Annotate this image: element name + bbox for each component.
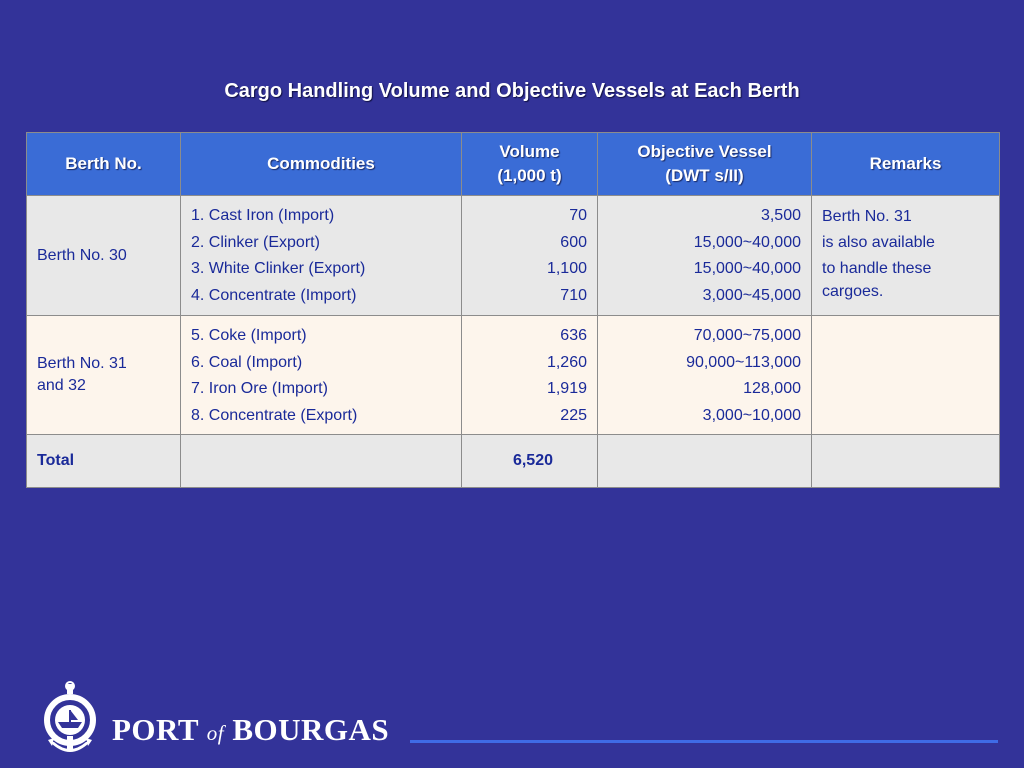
cargo-table bbox=[26, 132, 1000, 488]
header-commodities: Commodities bbox=[181, 133, 462, 196]
vessel-cell bbox=[598, 316, 812, 435]
header-volume-line1: Volume bbox=[499, 142, 560, 161]
commodity-item: 4. Concentrate (Import) bbox=[191, 286, 357, 304]
footer-divider bbox=[410, 740, 998, 743]
table-header-row bbox=[27, 133, 1000, 196]
remark-line: to handle these bbox=[822, 260, 932, 277]
vessel-value: 90,000~113,000 bbox=[686, 353, 801, 371]
header-vessel bbox=[598, 133, 812, 196]
volume-cell bbox=[462, 196, 598, 316]
commodity-item: 3. White Clinker (Export) bbox=[191, 260, 366, 277]
remark-line: is also available bbox=[822, 234, 935, 251]
volume-value: 636 bbox=[560, 327, 587, 344]
remark-line: cargoes. bbox=[822, 283, 884, 300]
remarks-cell bbox=[812, 316, 1000, 435]
volume-value: 1,260 bbox=[546, 353, 587, 371]
header-vessel-line2: (DWT s/II) bbox=[665, 166, 744, 185]
commodity-item: 5. Coke (Import) bbox=[191, 327, 307, 344]
total-commodities-cell bbox=[181, 435, 462, 488]
commodity-item: 6. Coal (Import) bbox=[191, 353, 303, 371]
header-remarks: Remarks bbox=[812, 133, 1000, 196]
commodities-cell bbox=[181, 316, 462, 435]
berth-label: and 32 bbox=[37, 377, 86, 394]
footer-brand bbox=[112, 712, 389, 748]
slide-title: Cargo Handling Volume and Objective Vessels at Each Berth bbox=[224, 80, 800, 102]
header-berth: Berth No. bbox=[27, 133, 181, 196]
vessel-value: 70,000~75,000 bbox=[693, 327, 801, 344]
header-volume-line2: (1,000 t) bbox=[497, 166, 562, 185]
commodities-cell bbox=[181, 196, 462, 316]
berth-label: Berth No. 30 bbox=[37, 246, 127, 264]
volume-cell bbox=[462, 316, 598, 435]
header-vessel-line1: Objective Vessel bbox=[637, 142, 772, 161]
berth-cell bbox=[27, 316, 181, 435]
commodity-item: 1. Cast Iron (Import) bbox=[191, 207, 335, 224]
vessel-value: 128,000 bbox=[743, 380, 801, 397]
vessel-value: 3,000~10,000 bbox=[702, 406, 801, 424]
header-volume bbox=[462, 133, 598, 196]
footer-city: BOURGAS bbox=[232, 712, 390, 747]
footer-of: of bbox=[206, 721, 225, 745]
volume-value: 710 bbox=[560, 286, 587, 304]
volume-value: 70 bbox=[569, 207, 587, 224]
volume-value: 225 bbox=[560, 406, 587, 424]
volume-value: 600 bbox=[560, 233, 587, 251]
vessel-cell bbox=[598, 196, 812, 316]
total-vessel-cell bbox=[598, 435, 812, 488]
vessel-value: 15,000~40,000 bbox=[693, 260, 801, 277]
footer-port: PORT bbox=[112, 712, 199, 747]
table-row bbox=[27, 196, 1000, 316]
total-volume: 6,520 bbox=[462, 435, 598, 488]
vessel-value: 3,500 bbox=[760, 207, 801, 224]
remark-line: Berth No. 31 bbox=[822, 208, 912, 225]
table-row bbox=[27, 316, 1000, 435]
volume-value: 1,100 bbox=[546, 260, 587, 277]
berth-label: Berth No. 31 bbox=[37, 355, 127, 372]
commodity-item: 2. Clinker (Export) bbox=[191, 233, 320, 251]
vessel-value: 15,000~40,000 bbox=[693, 233, 801, 251]
vessel-value: 3,000~45,000 bbox=[702, 286, 801, 304]
total-label: Total bbox=[27, 435, 181, 488]
anchor-lifebuoy-icon bbox=[40, 680, 100, 760]
berth-cell bbox=[27, 196, 181, 316]
table-row-total bbox=[27, 435, 1000, 488]
remarks-cell bbox=[812, 196, 1000, 316]
volume-value: 1,919 bbox=[546, 380, 587, 397]
commodity-item: 7. Iron Ore (Import) bbox=[191, 380, 328, 397]
total-remarks-cell bbox=[812, 435, 1000, 488]
commodity-item: 8. Concentrate (Export) bbox=[191, 406, 358, 424]
